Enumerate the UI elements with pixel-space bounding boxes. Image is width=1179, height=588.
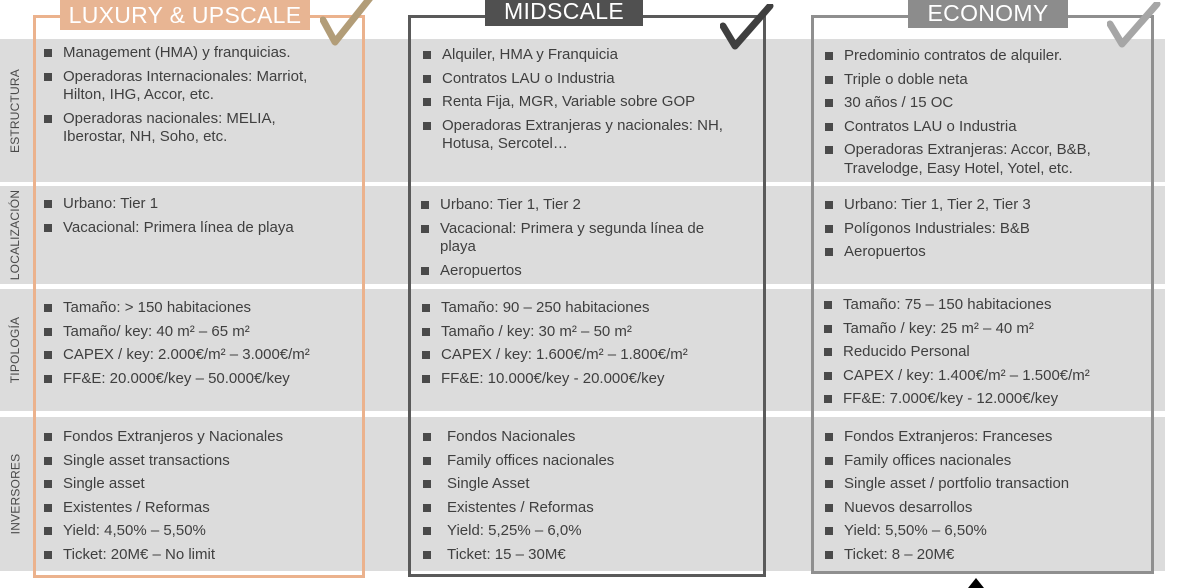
list-item: Existentes / Reformas xyxy=(41,499,351,518)
column-header-economy: ECONOMY xyxy=(908,0,1068,28)
list-item: Yield: 5,25% – 6,0% xyxy=(420,522,750,541)
list-item: Aeropuertos xyxy=(418,262,738,281)
list-item: Tamaño: > 150 habitaciones xyxy=(41,299,351,318)
list-item: FF&E: 7.000€/key - 12.000€/key xyxy=(821,390,1141,409)
list-item: Alquiler, HMA y Franquicia xyxy=(420,46,752,65)
list-item: Urbano: Tier 1, Tier 2 xyxy=(418,196,738,215)
list-item: Contratos LAU o Industria xyxy=(420,70,752,89)
list-item: Management (HMA) y franquicias. xyxy=(41,44,341,63)
cell-estructura-midscale xyxy=(420,46,752,159)
list-item: Ticket: 15 – 30M€ xyxy=(420,546,750,565)
list-item: 30 años / 15 OC xyxy=(822,94,1122,113)
list-item: Vacacional: Primera y segunda línea de playa xyxy=(418,220,738,257)
list-item: CAPEX / key: 1.600€/m² – 1.800€/m² xyxy=(419,346,749,365)
cell-tipologia-economy xyxy=(821,296,1141,414)
list-item: Operadoras Extranjeras y nacionales: NH, Hotusa, Sercotel… xyxy=(420,117,752,154)
check-icon xyxy=(1107,2,1161,48)
row-label-tipologia: TIPOLOGÍA xyxy=(8,316,23,384)
list-item: CAPEX / key: 1.400€/m² – 1.500€/m² xyxy=(821,367,1141,386)
list-item: Renta Fija, MGR, Variable sobre GOP xyxy=(420,93,752,112)
list-item: Operadoras Internacionales: Marriot, Hilton, IHG, Accor, etc. xyxy=(41,68,341,105)
list-item: Single asset transactions xyxy=(41,452,351,471)
column-header-luxury: LUXURY & UPSCALE xyxy=(60,0,310,30)
list-item: Predominio contratos de alquiler. xyxy=(822,47,1122,66)
list-item: CAPEX / key: 2.000€/m² – 3.000€/m² xyxy=(41,346,351,365)
list-item: Operadoras Extranjeras: Accor, B&B, Travelodge, Easy Hotel, Yotel, etc. xyxy=(822,141,1122,178)
list-item: FF&E: 10.000€/key - 20.000€/key xyxy=(419,370,749,389)
list-item: Family offices nacionales xyxy=(420,452,750,471)
list-item: Fondos Nacionales xyxy=(420,428,750,447)
row-label-estructura: ESTRUCTURA xyxy=(8,68,23,153)
check-icon xyxy=(720,4,774,50)
cell-tipologia-luxury xyxy=(41,299,351,393)
list-item: Existentes / Reformas xyxy=(420,499,750,518)
list-item: Contratos LAU o Industria xyxy=(822,118,1122,137)
list-item: Tamaño: 75 – 150 habitaciones xyxy=(821,296,1141,315)
list-item: Tamaño / key: 25 m² – 40 m² xyxy=(821,320,1141,339)
list-item: Aeropuertos xyxy=(822,243,1122,262)
list-item: Fondos Extranjeros y Nacionales xyxy=(41,428,351,447)
cell-inversores-economy xyxy=(822,428,1142,569)
column-header-midscale: MIDSCALE xyxy=(485,0,643,26)
list-item: Ticket: 8 – 20M€ xyxy=(822,546,1142,565)
cell-localizacion-midscale xyxy=(418,196,738,285)
list-item: Fondos Extranjeros: Franceses xyxy=(822,428,1142,447)
row-label-localizacion: LOCALIZACIÓN xyxy=(8,189,23,281)
list-item: FF&E: 20.000€/key – 50.000€/key xyxy=(41,370,351,389)
list-item: Yield: 4,50% – 5,50% xyxy=(41,522,351,541)
list-item: Tamaño / key: 30 m² – 50 m² xyxy=(419,323,749,342)
row-label-inversores: INVERSORES xyxy=(8,453,22,535)
cell-inversores-luxury xyxy=(41,428,351,569)
list-item: Ticket: 20M€ – No limit xyxy=(41,546,351,565)
list-item: Urbano: Tier 1 xyxy=(41,195,341,214)
cell-localizacion-luxury xyxy=(41,195,341,242)
list-item: Vacacional: Primera línea de playa xyxy=(41,219,341,238)
cell-tipologia-midscale xyxy=(419,299,749,393)
list-item: Tamaño/ key: 40 m² – 65 m² xyxy=(41,323,351,342)
list-item: Tamaño: 90 – 250 habitaciones xyxy=(419,299,749,318)
list-item: Urbano: Tier 1, Tier 2, Tier 3 xyxy=(822,196,1122,215)
cell-localizacion-economy xyxy=(822,196,1122,267)
list-item: Reducido Personal xyxy=(821,343,1141,362)
list-item: Single Asset xyxy=(420,475,750,494)
list-item: Triple o doble neta xyxy=(822,71,1122,90)
arrow-up-icon xyxy=(966,578,986,588)
cell-inversores-midscale xyxy=(420,428,750,569)
list-item: Operadoras nacionales: MELIA, Iberostar, NH, Soho, etc. xyxy=(41,110,341,147)
list-item: Family offices nacionales xyxy=(822,452,1142,471)
check-icon xyxy=(320,0,374,46)
list-item: Polígonos Industriales: B&B xyxy=(822,220,1122,239)
cell-estructura-luxury xyxy=(41,44,341,152)
list-item: Nuevos desarrollos xyxy=(822,499,1142,518)
list-item: Yield: 5,50% – 6,50% xyxy=(822,522,1142,541)
list-item: Single asset xyxy=(41,475,351,494)
cell-estructura-economy xyxy=(822,47,1122,183)
list-item: Single asset / portfolio transaction xyxy=(822,475,1142,494)
